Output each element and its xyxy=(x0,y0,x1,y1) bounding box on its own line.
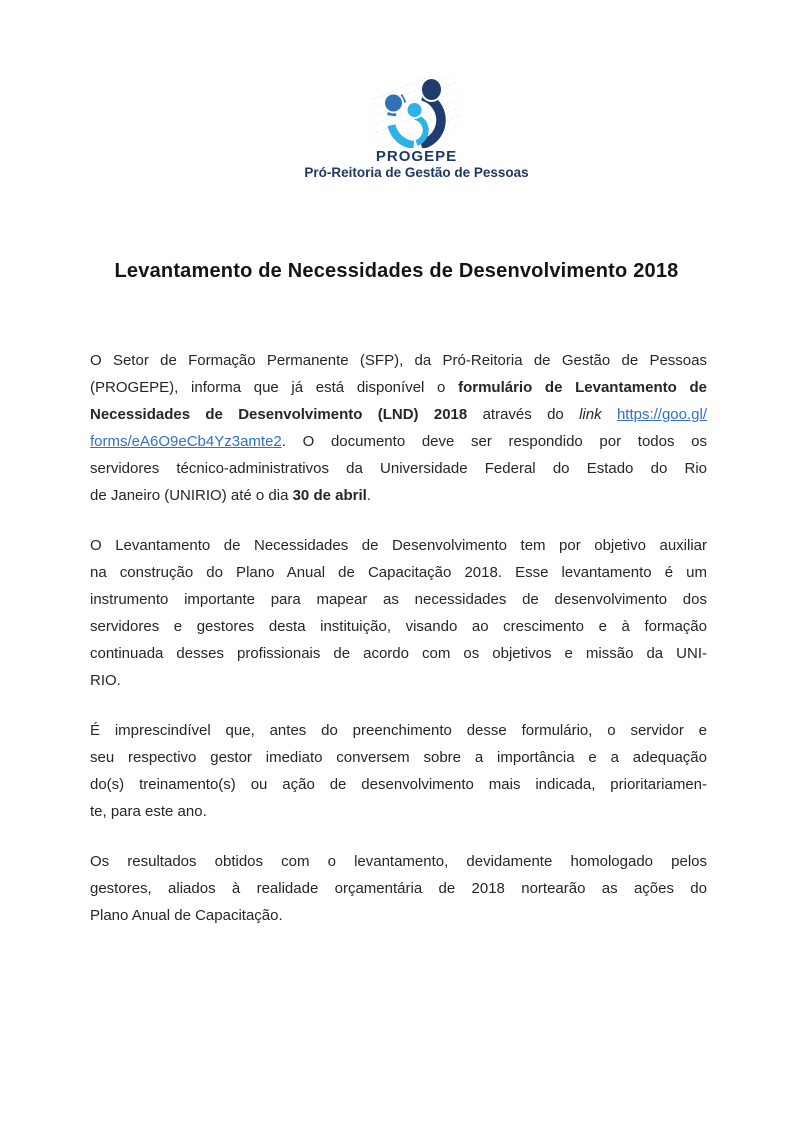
text-run: seu respectivo gestor imediato conversem sobre a importância e a adequação xyxy=(90,749,707,766)
text-line xyxy=(90,848,707,875)
text-line xyxy=(90,586,707,613)
italic-run: link xyxy=(579,406,602,423)
text-run: continuada desses profissionais de acordo com os objetivos e missão da UNI- xyxy=(90,645,707,662)
text-line xyxy=(90,875,707,902)
lnd-form-link-part-1[interactable]: https://goo.gl/ xyxy=(616,406,707,423)
paragraph-4 xyxy=(90,848,707,929)
text-run: gestores, aliados à realidade orçamentária de 2018 nortearão as ações do xyxy=(90,880,707,897)
text-line xyxy=(90,559,707,586)
text-run: Plano Anual de Capacitação. xyxy=(90,907,283,924)
text-line xyxy=(90,613,707,640)
text-run: servidores e gestores desta instituição, visando ao crescimento e à formação xyxy=(90,618,707,635)
text-line xyxy=(90,482,707,509)
text-run: RIO. xyxy=(90,672,121,689)
text-line xyxy=(90,902,707,929)
text-run: instrumento importante para mapear as necessidades de desenvolvimento dos xyxy=(90,591,707,608)
text-run: através do xyxy=(467,406,580,423)
progepe-logo xyxy=(20,76,793,180)
text-run: de Janeiro (UNIRIO) até o dia xyxy=(90,487,293,504)
text-run: . xyxy=(366,487,371,504)
three-people-icon xyxy=(372,76,461,148)
bold-run: formulário de Levantamento de xyxy=(458,379,707,396)
text-run: Os resultados obtidos com o levantamento, devidamente homologado pelos xyxy=(90,853,707,870)
text-line xyxy=(90,798,707,825)
text-line xyxy=(90,532,707,559)
text-run: do(s) treinamento(s) ou ação de desenvolvimento mais indicada, prioritariamen- xyxy=(90,776,707,793)
paragraph-2 xyxy=(90,532,707,694)
text-line xyxy=(90,640,707,667)
paragraph-1 xyxy=(90,347,707,509)
text-run: O Setor de Formação Permanente (SFP), da Pró-Reitoria de Gestão de Pessoas xyxy=(90,352,707,369)
document-body xyxy=(90,347,707,952)
text-run: te, para este ano. xyxy=(90,803,207,820)
text-line xyxy=(90,401,707,428)
text-line xyxy=(90,667,707,694)
text-run: (PROGEPE), informa que já está disponível o xyxy=(90,379,459,396)
logo-subtitle: Pró-Reitoria de Gestão de Pessoas xyxy=(304,165,529,180)
bold-run: Necessidades de Desenvolvimento (LND) 2018 xyxy=(90,406,468,423)
text-run: . O documento deve ser respondido por todos os xyxy=(281,433,707,450)
paragraph-3 xyxy=(90,717,707,825)
text-line xyxy=(90,771,707,798)
text-line xyxy=(90,347,707,374)
text-line xyxy=(90,717,707,744)
text-run: na construção do Plano Anual de Capacitação 2018. Esse levantamento é um xyxy=(90,564,707,581)
text-line xyxy=(90,374,707,401)
text-line xyxy=(90,455,707,482)
text-run: servidores técnico-administrativos da Universidade Federal do Estado do Rio xyxy=(90,460,707,477)
text-line xyxy=(90,744,707,771)
text-run xyxy=(602,406,617,423)
text-line xyxy=(90,428,707,455)
logo-acronym: PROGEPE xyxy=(375,148,458,165)
bold-run: 30 de abril xyxy=(292,487,367,504)
text-run: O Levantamento de Necessidades de Desenvolvimento tem por objetivo auxiliar xyxy=(90,537,707,554)
page-title: Levantamento de Necessidades de Desenvolvimento 2018 xyxy=(114,260,679,282)
lnd-form-link-part-2[interactable]: forms/eA6O9eCb4Yz3amte2 xyxy=(90,433,282,450)
text-run: É imprescindível que, antes do preenchimento desse formulário, o servidor e xyxy=(90,722,707,739)
